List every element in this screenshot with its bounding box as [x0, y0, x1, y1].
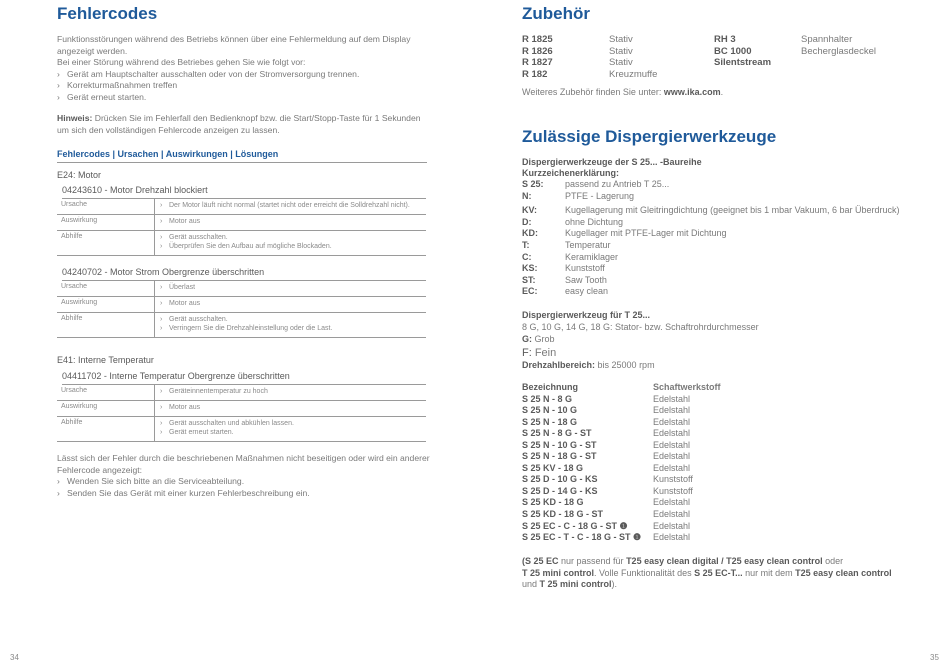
- coarse-label: G:: [522, 334, 532, 344]
- row-value: › Gerät erneut starten.: [160, 428, 294, 437]
- abbr-value: Kugellagerung mit Gleitringdichtung (geeignet bis 1 mbar Vakuum, 6 bar Überdruck): [565, 205, 900, 216]
- right-page: [475, 0, 950, 661]
- coarse-line: [522, 334, 555, 346]
- column-header: Schaftwerkstoff: [653, 382, 721, 392]
- row-label: Ursache: [61, 201, 88, 208]
- list-item: [522, 263, 900, 275]
- compatibility-note: [522, 556, 942, 591]
- row-value: › Geräteinnentemperatur zu hoch: [160, 387, 268, 396]
- hint-label: Hinweis:: [57, 113, 93, 123]
- abbr-key: KD:: [522, 228, 538, 239]
- row-label: Auswirkung: [61, 217, 98, 224]
- intro-step: › Gerät am Hauptschalter ausschalten oder von der Stromversorgung trennen.: [57, 69, 437, 81]
- list-item: [522, 275, 900, 287]
- note-text: T25 easy clean digital / T25 easy clean control: [626, 556, 823, 566]
- note-text: T25 easy clean control: [795, 567, 892, 578]
- table-row: [522, 405, 721, 417]
- list-item: [522, 34, 657, 46]
- tool-name: S 25 EC - C - 18 G - ST: [522, 520, 618, 531]
- shaft-material: Kunststoff: [653, 474, 693, 485]
- list-item: [714, 57, 876, 69]
- accessory-list-left: [522, 34, 657, 80]
- abbr-value: Saw Tooth: [565, 274, 607, 285]
- more-accessories-text: [522, 87, 723, 99]
- table-row: [57, 297, 426, 313]
- list-item: [522, 69, 657, 81]
- list-item: [522, 57, 657, 69]
- table-row: [522, 417, 721, 429]
- speed-range-text: bis 25000 rpm: [595, 360, 655, 370]
- list-item: [522, 217, 900, 229]
- fine-label: F:: [522, 347, 532, 359]
- list-item: [714, 46, 876, 58]
- list-item: [522, 46, 657, 58]
- footer-line: Fehlercode angezeigt:: [57, 464, 143, 475]
- column-header: Bezeichnung: [522, 382, 579, 392]
- intro-line: Bei einer Störung während des Betriebes gehen Sie wie folgt vor:: [57, 57, 306, 67]
- table-row: [57, 401, 426, 417]
- row-label: Auswirkung: [61, 299, 98, 306]
- accessory-code: RH 3: [714, 34, 736, 45]
- note-text: S 25 EC-T...: [694, 567, 743, 578]
- note-text: oder: [822, 556, 844, 566]
- accessory-code: R 1827: [522, 57, 553, 68]
- row-value: › Überprüfen Sie den Aufbau auf mögliche Blockaden.: [160, 242, 332, 251]
- shaft-material: Kunststoff: [653, 485, 693, 496]
- error-table-tabs: Fehlercodes | Ursachen | Auswirkungen | Lösungen: [57, 149, 427, 163]
- shaft-material: Edelstahl: [653, 405, 691, 416]
- row-value: › Gerät ausschalten.: [160, 315, 332, 324]
- table-row: [522, 497, 721, 509]
- table-row: [522, 451, 721, 463]
- accessory-list-right: [714, 34, 876, 69]
- list-item: [522, 252, 900, 264]
- abbr-value: Kunststoff: [565, 263, 605, 274]
- list-item: [522, 240, 900, 252]
- footnote-badge-icon: ❶: [619, 520, 628, 531]
- tool-name: S 25 KD - 18 G - ST: [522, 509, 604, 520]
- footer-step: › Wenden Sie sich bitte an die Serviceabteilung.: [57, 476, 447, 488]
- shaft-material: Edelstahl: [653, 520, 691, 531]
- shaft-material: Edelstahl: [653, 416, 691, 427]
- table-row: [522, 532, 721, 544]
- accessory-desc: Becherglasdeckel: [801, 45, 876, 57]
- accessory-desc: Stativ: [609, 34, 633, 45]
- row-value: › Gerät ausschalten.: [160, 233, 332, 242]
- row-value: › Überlast: [160, 283, 195, 292]
- tool-name: S 25 D - 14 G - KS: [522, 485, 598, 496]
- abbr-value: ohne Dichtung: [565, 216, 624, 227]
- more-text: Weiteres Zubehör finden Sie unter:: [522, 87, 664, 97]
- accessory-code: R 1825: [522, 34, 553, 45]
- abbr-value: Temperatur: [565, 239, 611, 250]
- table-row: [522, 509, 721, 521]
- intro-step: › Gerät erneut starten.: [57, 92, 437, 104]
- error-code-title: 04411702 - Interne Temperatur Obergrenze überschritten: [62, 371, 426, 385]
- table-row: [522, 521, 721, 533]
- note-text: nur passend für: [558, 556, 627, 566]
- abbr-value: PTFE - Lagerung: [565, 190, 635, 201]
- shaft-material: Edelstahl: [653, 451, 691, 462]
- row-label: Abhilfe: [61, 233, 83, 240]
- abbr-value: passend zu Antrieb T 25...: [565, 179, 670, 189]
- speed-range-line: [522, 360, 655, 372]
- fine-line: [522, 347, 556, 360]
- section-title-dispergierwerkzeuge: Zulässige Dispergierwerkzeuge: [522, 127, 777, 146]
- row-value: › Motor aus: [160, 299, 200, 308]
- page-title-fehlercodes: Fehlercodes: [57, 4, 158, 23]
- website-link[interactable]: www.ika.com: [663, 87, 721, 97]
- row-label: Abhilfe: [61, 419, 83, 426]
- coarse-text: Grob: [532, 334, 555, 344]
- note-text: T 25 mini control: [539, 579, 612, 589]
- abbr-key: C:: [522, 251, 532, 262]
- abbr-key: D:: [522, 216, 532, 227]
- hint-text: Drücken Sie im Fehlerfall den Bedienknopf bzw. die Start/Stopp-Taste für 1 Sekunden: [92, 113, 421, 123]
- note-text: (S 25 EC: [522, 556, 559, 566]
- fine-text: Fein: [531, 347, 557, 359]
- abbr-key: N:: [522, 190, 532, 201]
- tool-name: S 25 EC - T - C - 18 G - ST: [522, 532, 631, 543]
- note-text: nur mit dem: [742, 567, 796, 578]
- abbreviation-list: [522, 179, 900, 298]
- tool-name: S 25 N - 18 G: [522, 416, 578, 427]
- row-label: Ursache: [61, 387, 88, 394]
- footer-paragraph: [57, 453, 447, 499]
- page-number: 35: [930, 653, 939, 661]
- tools-table: [522, 382, 721, 544]
- table-row: [522, 463, 721, 475]
- list-item: [522, 179, 900, 191]
- more-end: .: [720, 87, 724, 97]
- table-row: [57, 231, 426, 256]
- accessory-desc: Spannhalter: [801, 34, 853, 45]
- accessory-code: R 182: [522, 68, 548, 80]
- abbr-key: KS:: [522, 263, 538, 274]
- list-item: [522, 205, 900, 217]
- table-row: [57, 417, 426, 442]
- abbr-key: KV:: [522, 205, 538, 216]
- error-group-heading: E41: Interne Temperatur: [57, 355, 154, 365]
- table-row: [57, 385, 426, 401]
- abbr-key: EC:: [522, 286, 538, 297]
- hint-paragraph: [57, 113, 437, 136]
- row-label: Ursache: [61, 283, 88, 290]
- accessory-desc: Stativ: [609, 45, 633, 57]
- shaft-material: Edelstahl: [653, 393, 691, 404]
- table-row: [57, 199, 426, 215]
- intro-line: angezeigt werden.: [57, 45, 128, 56]
- table-row: [57, 215, 426, 231]
- note-text: und: [522, 579, 540, 589]
- hint-text: um sich den vollständigen Fehlercode anzeigen zu lassen.: [57, 124, 280, 135]
- shaft-material: Edelstahl: [653, 462, 691, 473]
- table-row: [57, 313, 426, 338]
- accessory-code: BC 1000: [714, 45, 752, 57]
- list-item: [522, 286, 900, 298]
- error-group-heading: E24: Motor: [57, 170, 102, 180]
- abbr-value: easy clean: [565, 286, 609, 297]
- key-heading: Kurzzeichenerklärung:: [522, 168, 620, 178]
- accessory-desc: Stativ: [609, 57, 633, 68]
- footer-line: Lässt sich der Fehler durch die beschriebenen Maßnahmen nicht beseitigen oder wird ein anderer: [57, 453, 430, 463]
- abbr-key: S 25:: [522, 179, 544, 189]
- table-row: [522, 428, 721, 440]
- tool-name: S 25 N - 8 G: [522, 393, 573, 404]
- abbr-value: Keramiklager: [565, 251, 619, 262]
- intro-paragraph: [57, 34, 437, 103]
- row-value: › Motor aus: [160, 403, 200, 412]
- accessory-code: R 1826: [522, 45, 553, 57]
- t25-heading: Dispergierwerkzeug für T 25...: [522, 310, 651, 320]
- page-number: 34: [10, 653, 19, 661]
- tool-name: S 25 N - 18 G - ST: [522, 451, 597, 462]
- t25-sizes: 8 G, 10 G, 14 G, 18 G: Stator- bzw. Schaftrohrdurchmesser: [522, 322, 759, 332]
- note-text: T 25 mini control: [522, 567, 595, 578]
- shaft-material: Edelstahl: [653, 509, 691, 520]
- table-header-row: [522, 382, 721, 394]
- table-row: [522, 394, 721, 406]
- row-label: Abhilfe: [61, 315, 83, 322]
- tool-name: S 25 KV - 18 G: [522, 462, 584, 473]
- accessory-desc: Kreuzmuffe: [609, 68, 658, 80]
- list-item: [522, 191, 900, 203]
- abbr-value: Kugellager mit PTFE-Lager mit Dichtung: [565, 228, 727, 239]
- tool-name: S 25 N - 10 G - ST: [522, 439, 597, 450]
- row-value: › Verringern Sie die Drehzahleinstellung oder die Last.: [160, 324, 332, 333]
- speed-range-label: Drehzahlbereich:: [522, 360, 596, 370]
- footnote-badge-icon: ❶: [633, 532, 642, 543]
- intro-line: Funktionsstörungen während des Betriebs können über eine Fehlermeldung auf dem Display: [57, 34, 411, 44]
- note-text: ).: [611, 579, 618, 589]
- abbr-key: ST:: [522, 274, 536, 285]
- table-row: [522, 440, 721, 452]
- table-row: [522, 486, 721, 498]
- accessory-code: Silentstream: [714, 57, 772, 68]
- abbr-key: T:: [522, 239, 530, 250]
- intro-step: › Korrekturmaßnahmen treffen: [57, 80, 437, 92]
- list-item: [714, 34, 876, 46]
- tool-name: S 25 N - 10 G: [522, 405, 578, 416]
- tool-name: S 25 KD - 18 G: [522, 497, 584, 508]
- row-value: › Motor aus: [160, 217, 200, 226]
- note-text: . Volle Funktionalität des: [594, 567, 695, 578]
- shaft-material: Edelstahl: [653, 532, 691, 543]
- tool-name: S 25 D - 10 G - KS: [522, 474, 598, 485]
- shaft-material: Edelstahl: [653, 439, 691, 450]
- footer-step: › Senden Sie das Gerät mit einer kurzen Fehlerbeschreibung ein.: [57, 488, 447, 500]
- row-label: Auswirkung: [61, 403, 98, 410]
- row-value: › Der Motor läuft nicht normal (startet nicht oder erreicht die Solldrehzahl nicht).: [160, 201, 410, 210]
- table-row: [522, 474, 721, 486]
- tool-name: S 25 N - 8 G - ST: [522, 428, 592, 439]
- error-code-title: 04243610 - Motor Drehzahl blockiert: [62, 185, 426, 199]
- list-item: [522, 228, 900, 240]
- shaft-material: Edelstahl: [653, 497, 691, 508]
- row-value: › Gerät ausschalten und abkühlen lassen.: [160, 419, 294, 428]
- table-row: [57, 281, 426, 297]
- error-code-title: 04240702 - Motor Strom Obergrenze überschritten: [62, 267, 426, 281]
- shaft-material: Edelstahl: [653, 428, 691, 439]
- series-heading: Dispergierwerkzeuge der S 25... -Baureihe: [522, 157, 702, 167]
- page-title-zubehoer: Zubehör: [522, 4, 590, 23]
